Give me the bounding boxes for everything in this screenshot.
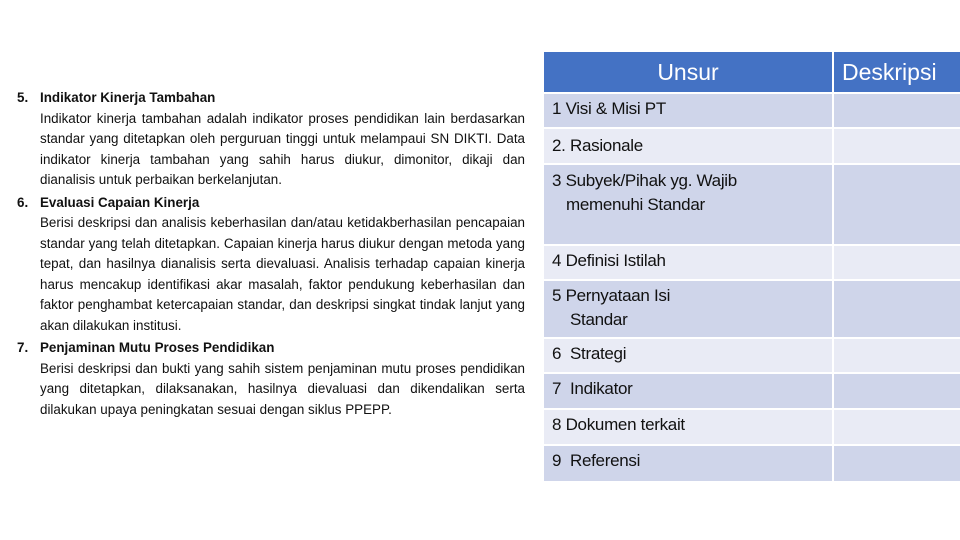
standard-elements-table: [544, 52, 960, 481]
table-row: [544, 93, 960, 128]
table-row: [544, 338, 960, 373]
section-number: 6.: [17, 194, 29, 210]
section-text: Berisi deskripsi dan analisis keberhasilan dan/atau ketidakberhasilan pencapaian standar yang telah ditetapkan. Capaian kinerja harus diukur dengan metoda yang tepat, dan hasilnya dianalisis serta dievaluasi. Analisis terhadap capaian kinerja harus mencakup identifikasi akar masalah, faktor pendukung keberhasilan dan faktor penghambat ketercapaian standar, dan deskripsi singkat tindak lanjut yang akan dilakukan institusi.: [40, 215, 525, 333]
unsur-cell: 3 Subyek/Pihak yg. Wajib memenuhi Standar: [544, 164, 833, 245]
header-deskripsi: Deskripsi: [833, 52, 960, 93]
section-title: Indikator Kinerja Tambahan: [40, 90, 216, 105]
deskripsi-cell[interactable]: [833, 338, 960, 373]
section-7: [17, 338, 525, 420]
section-text: Indikator kinerja tambahan adalah indikator proses pendidikan lain berdasarkan standar yang ditetapkan oleh perguruan tinggi untuk melampaui SN DIKTI. Data indikator kinerja tambahan yang sahih harus diukur, dimonitor, dikaji dan dianalisis untuk perbaikan berkelanjutan.: [40, 110, 525, 187]
unsur-cell: 1 Visi & Misi PT: [544, 93, 833, 128]
unsur-cell: 4 Definisi Istilah: [544, 245, 833, 280]
unsur-cell: 5 Pernyataan Isi Standar: [544, 280, 833, 338]
unsur-cell: 8 Dokumen terkait: [544, 409, 833, 445]
unsur-cell: 6 Strategi: [544, 338, 833, 373]
section-title: Penjaminan Mutu Proses Pendidikan: [40, 340, 275, 355]
deskripsi-cell[interactable]: [833, 164, 960, 245]
section-text: Berisi deskripsi dan bukti yang sahih sistem penjaminan mutu proses pendidikan yang ditetapkan, dilaksanakan, hasilnya dievaluasi dan dikendalikan serta dilakukan upaya peningkatan sesuai dengan siklus PPEPP.: [40, 360, 525, 417]
deskripsi-cell[interactable]: [833, 280, 960, 338]
table-header-row: [544, 52, 960, 93]
deskripsi-cell[interactable]: [833, 93, 960, 128]
section-number: 5.: [17, 90, 29, 105]
section-6: [17, 193, 525, 337]
deskripsi-cell[interactable]: [833, 409, 960, 445]
section-5: [17, 88, 525, 191]
deskripsi-cell[interactable]: [833, 128, 960, 164]
unsur-cell: 7 Indikator: [544, 373, 833, 409]
section-number: 7.: [17, 340, 29, 355]
unsur-cell: 9 Referensi: [544, 445, 833, 481]
table-row: [544, 373, 960, 409]
deskripsi-cell[interactable]: [833, 445, 960, 481]
deskripsi-cell[interactable]: [833, 373, 960, 409]
document-text: [17, 88, 525, 420]
table-row: [544, 245, 960, 280]
header-unsur: Unsur: [544, 52, 833, 93]
table-row: [544, 164, 960, 245]
section-title: Evaluasi Capaian Kinerja: [40, 194, 200, 210]
table-row: [544, 445, 960, 481]
deskripsi-cell[interactable]: [833, 245, 960, 280]
table-row: [544, 280, 960, 338]
unsur-cell: 2. Rasionale: [544, 128, 833, 164]
table-row: [544, 409, 960, 445]
table-row: [544, 128, 960, 164]
